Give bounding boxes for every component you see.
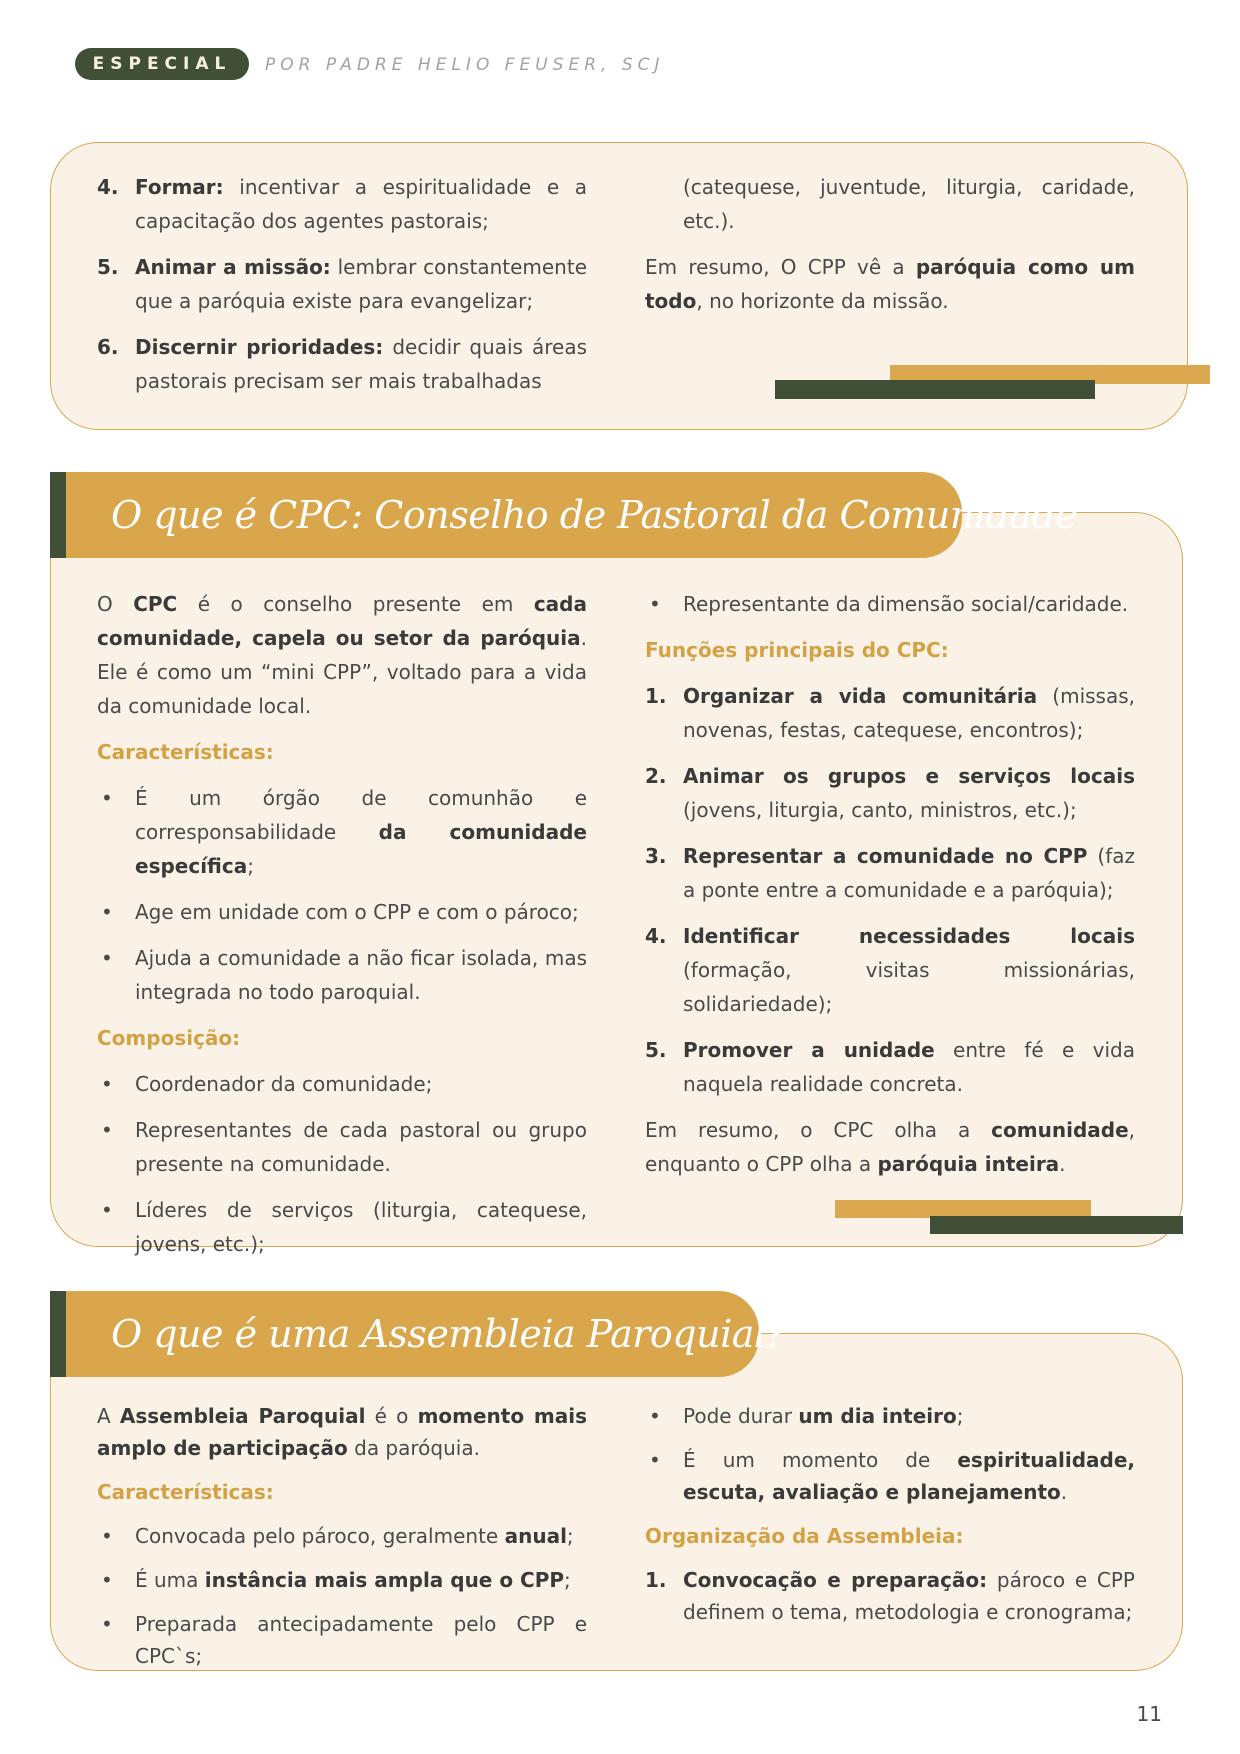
list-item: • Representantes de cada pastoral ou grupo presente na comunidade. xyxy=(101,1118,587,1176)
cpc-section-title: O que é CPC: Conselho de Pastoral da Comunidade xyxy=(66,472,962,558)
cpc-intro: O CPC é o conselho presente em cada comunidade, capela ou setor da paróquia. Ele é como um “mini CPP”, voltado para a vida da comunidade local. xyxy=(97,592,587,718)
list-item: • Age em unidade com o CPP e com o pároco; xyxy=(101,900,579,924)
composicao-heading: Composição: xyxy=(97,1026,241,1050)
caracteristicas-heading: Características: xyxy=(97,1480,274,1504)
list-item: • Convocada pelo pároco, geralmente anual; xyxy=(101,1524,574,1548)
list-item: 6. Discernir prioridades: decidir quais áreas pastorais precisam ser mais trabalhadas xyxy=(97,335,587,393)
list-item: • É uma instância mais ampla que o CPP; xyxy=(101,1568,571,1592)
list-item: • Preparada antecipadamente pelo CPP e CPC`s; xyxy=(101,1612,587,1668)
summary-text: Em resumo, O CPP vê a paróquia como um todo, no horizonte da missão. xyxy=(645,255,1135,313)
list-continuation: (catequese, juventude, liturgia, caridade, etc.). xyxy=(683,175,1135,233)
title-accent-bar xyxy=(50,472,66,558)
cpc-right-column xyxy=(645,587,1135,1193)
list-item: • É um momento de espiritualidade, escuta, avaliação e planejamento. xyxy=(649,1448,1135,1504)
list-item: • Ajuda a comunidade a não ficar isolada, mas integrada no todo paroquial. xyxy=(101,946,587,1004)
cpc-summary: Em resumo, o CPC olha a comunidade, enquanto o CPP olha a paróquia inteira. xyxy=(645,1118,1135,1176)
title-accent-bar xyxy=(50,1291,66,1377)
list-item: • Líderes de serviços (liturgia, catequese, jovens, etc.); xyxy=(101,1198,587,1256)
list-item: 4. Identificar necessidades locais (formação, visitas missionárias, solidariedade); xyxy=(645,924,1135,1016)
list-item: • É um órgão de comunhão e corresponsabilidade da comunidade específica; xyxy=(101,786,587,878)
author-byline: POR PADRE HELIO FEUSER, SCJ xyxy=(265,55,665,75)
list-item: 5. Promover a unidade entre fé e vida naquela realidade concreta. xyxy=(645,1038,1135,1096)
decorative-bar-green xyxy=(930,1216,1183,1234)
section-badge: ESPECIAL xyxy=(75,48,249,80)
assembleia-left-column xyxy=(97,1400,587,1684)
list-item: • Representante da dimensão social/caridade. xyxy=(649,592,1129,616)
list-item: 5. Animar a missão: lembrar constantemente que a paróquia existe para evangelizar; xyxy=(97,255,587,313)
decorative-bar-green xyxy=(775,380,1095,399)
page-number: 11 xyxy=(1136,1702,1162,1726)
list-item: • Coordenador da comunidade; xyxy=(101,1072,433,1096)
list-item: 3. Representar a comunidade no CPP (faz a ponte entre a comunidade e a paróquia); xyxy=(645,844,1135,902)
list-item: 1. Convocação e preparação: pároco e CPP definem o tema, metodologia e cronograma; xyxy=(645,1568,1135,1624)
assembleia-section-title: O que é uma Assembleia Paroquial? xyxy=(66,1291,759,1377)
list-item: 1. Organizar a vida comunitária (missas, novenas, festas, catequese, encontros); xyxy=(645,684,1135,742)
box1-left-column xyxy=(97,170,587,410)
caracteristicas-heading: Características: xyxy=(97,740,274,764)
list-item: • Pode durar um dia inteiro; xyxy=(649,1404,964,1428)
organizacao-heading: Organização da Assembleia: xyxy=(645,1524,964,1548)
list-item: 4. Formar: incentivar a espiritualidade e a capacitação dos agentes pastorais; xyxy=(97,175,587,233)
cpc-left-column xyxy=(97,587,587,1273)
assembleia-right-column xyxy=(645,1400,1135,1640)
funcoes-heading: Funções principais do CPC: xyxy=(645,638,949,662)
list-item: 2. Animar os grupos e serviços locais (jovens, liturgia, canto, ministros, etc.); xyxy=(645,764,1135,822)
box1-right-column xyxy=(645,170,1135,330)
assembleia-intro: A Assembleia Paroquial é o momento mais amplo de participação da paróquia. xyxy=(97,1404,587,1460)
